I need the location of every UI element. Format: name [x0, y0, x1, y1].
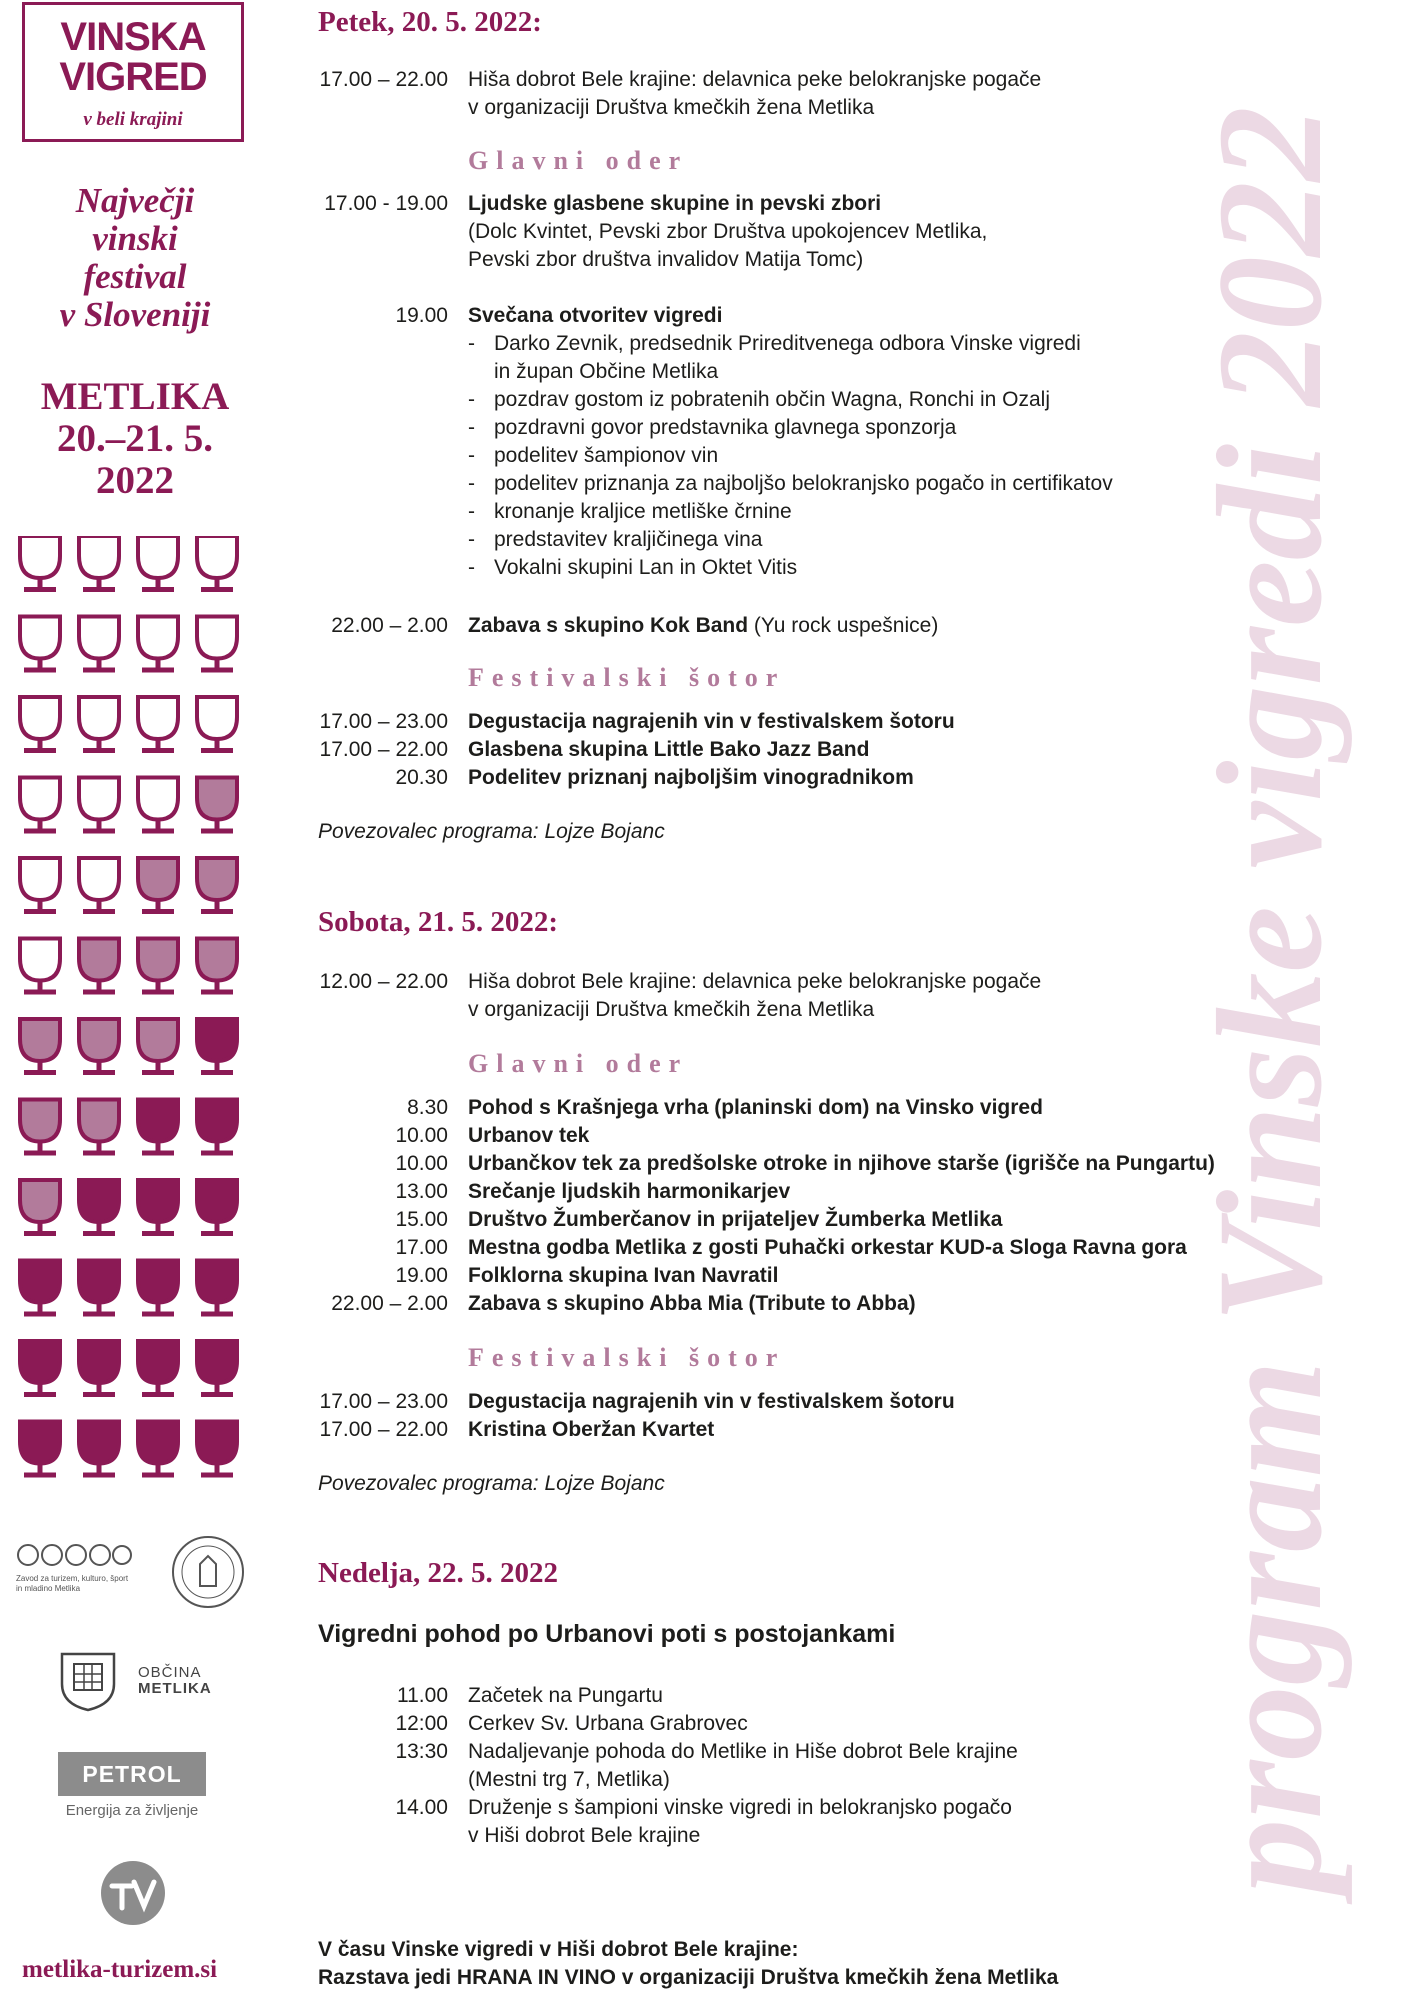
wine-glass-icon	[79, 1180, 119, 1236]
program-row	[318, 1794, 1278, 1850]
bullet-text: predstavitev kraljičinega vina	[494, 528, 763, 551]
row-line: Cerkev Sv. Urbana Grabrovec	[468, 1712, 748, 1735]
row-title: Srečanje ljudskih harmonikarjev	[468, 1180, 791, 1203]
program-row	[318, 708, 1278, 736]
row-description	[468, 612, 1268, 640]
tagline-line: vinski	[92, 219, 178, 258]
wine-glass-grid	[16, 536, 248, 1496]
wine-glass-icon	[197, 1422, 237, 1478]
program-row	[318, 1416, 1278, 1444]
row-time: 17.00 – 23.00	[319, 1390, 448, 1413]
wine-glass-icon	[197, 617, 237, 673]
bullet-text: Darko Zevnik, predsednik Prireditvenega odbora Vinske vigredi	[494, 332, 1081, 355]
row-time: 13.00	[395, 1180, 448, 1203]
program-row	[318, 1738, 1278, 1794]
row-time: 19.00	[395, 304, 448, 327]
wine-glass-icon	[20, 1422, 60, 1478]
wine-glass-icon	[79, 939, 119, 995]
row-time: 11.00	[397, 1684, 448, 1707]
row-title: Glasbena skupina Little Bako Jazz Band	[468, 738, 870, 761]
row-time: 8.30	[407, 1096, 448, 1119]
row-line: Začetek na Pungartu	[468, 1684, 663, 1707]
program-row	[318, 1206, 1278, 1234]
program-row	[318, 1122, 1278, 1150]
row-description	[468, 1794, 1268, 1850]
row-time: 17.00 – 23.00	[319, 710, 448, 733]
petrol-logo	[58, 1752, 206, 1796]
wine-glass-icon	[197, 1180, 237, 1236]
sunday-hike-heading: Vigredni pohod po Urbanovi poti s postojankami	[318, 1620, 896, 1648]
program-row	[318, 66, 1278, 122]
row-title: Pohod s Krašnjega vrha (planinski dom) na Vinsko vigred	[468, 1096, 1043, 1119]
wine-glass-icon	[138, 617, 178, 673]
row-time: 12.00 – 22.00	[319, 970, 448, 993]
wine-glass-icon	[79, 1100, 119, 1156]
row-time: 20.30	[395, 766, 448, 789]
wine-glass-icon	[79, 1019, 119, 1075]
row-time: 14.00	[395, 1796, 448, 1819]
row-title: Urbančkov tek za predšolske otroke in njihove starše (igrišče na Pungartu)	[468, 1152, 1215, 1175]
wine-glass-icon	[197, 858, 237, 914]
row-description	[468, 968, 1268, 1024]
program-row	[318, 1178, 1278, 1206]
row-line: Pevski zbor društva invalidov Matija Tomc)	[468, 248, 864, 271]
logo-line-3: v beli krajini	[83, 109, 183, 130]
row-description	[468, 190, 1268, 274]
program-row	[318, 736, 1278, 764]
row-line: Hiša dobrot Bele krajine: delavnica peke belokranjske pogače	[468, 970, 1042, 993]
row-description	[468, 66, 1268, 122]
row-description	[468, 302, 1268, 330]
row-title: Društvo Žumberčanov in prijateljev Žumberka Metlika	[468, 1208, 1003, 1231]
row-time: 19.00	[395, 1264, 448, 1287]
wine-glass-icon	[20, 1180, 60, 1236]
wine-glass-icon	[20, 1100, 60, 1156]
row-line: v Hiši dobrot Bele krajine	[468, 1824, 701, 1847]
side-title: program Vinske vigredi 2022	[1187, 106, 1353, 1894]
zavod-logo	[16, 1540, 134, 1610]
program-row	[318, 1094, 1278, 1122]
row-title: Zabava s skupino Abba Mia (Tribute to Abba)	[468, 1292, 916, 1315]
bullet-text: Vokalni skupini Lan in Oktet Vitis	[494, 556, 798, 579]
tagline-line: Največji	[75, 181, 195, 220]
wine-glass-icon	[20, 1341, 60, 1397]
wine-glass-icon	[20, 697, 60, 753]
row-title: Degustacija nagrajenih vin v festivalskem šotoru	[468, 1390, 955, 1413]
zavod-text: Zavod za turizem, kulturo, šport in mladino Metlika	[16, 1574, 129, 1593]
wine-glass-icon	[138, 939, 178, 995]
program-row	[318, 968, 1278, 1024]
section-title-main-stage: Glavni oder	[468, 1049, 689, 1078]
bullet-text: podelitev šampionov vin	[494, 444, 719, 467]
wine-glass-icon	[79, 536, 119, 592]
day-title-sunday: Nedelja, 22. 5. 2022	[318, 1557, 559, 1589]
program-row	[318, 1234, 1278, 1262]
wine-glass-icon	[79, 1422, 119, 1478]
tv-logo-icon	[100, 1860, 166, 1931]
obcina-metlika-logo	[58, 1650, 228, 1710]
wine-glass-icon	[197, 939, 237, 995]
row-title: Kristina Oberžan Kvartet	[468, 1418, 715, 1441]
wine-glass-icon	[79, 778, 119, 834]
row-title: Urbanov tek	[468, 1124, 590, 1147]
row-line: (Dolc Kvintet, Pevski zbor Društva upokojencev Metlika,	[468, 220, 988, 243]
obcina-line-2: METLIKA	[138, 1680, 212, 1697]
bullet-text: podelitev priznanja za najboljšo belokranjsko pogačo in certifikatov	[494, 472, 1113, 495]
program-row	[318, 302, 1278, 330]
program-row	[318, 1150, 1278, 1178]
wine-glass-icon	[20, 1261, 60, 1317]
wine-glass-icon	[138, 697, 178, 753]
zavod-symbols-icon	[16, 1540, 134, 1570]
wine-glass-icon	[197, 1019, 237, 1075]
wine-glass-icon	[20, 939, 60, 995]
place-line: 20.–21. 5.	[57, 417, 213, 460]
vinska-vigred-logo	[22, 2, 244, 142]
petrol-slogan: Energija za življenje	[65, 1802, 199, 1819]
row-title: Podelitev priznanj najboljšim vinogradnikom	[468, 766, 914, 789]
wine-glass-icon	[138, 1019, 178, 1075]
row-time: 10.00	[395, 1152, 448, 1175]
row-title: Zabava s skupino Kok Band	[468, 614, 749, 637]
bullet-text: in župan Občine Metlika	[494, 360, 719, 383]
wine-glass-icon	[138, 1180, 178, 1236]
bullet-text: pozdrav gostom iz pobratenih občin Wagna, Ronchi in Ozalj	[494, 388, 1051, 411]
program-row	[318, 612, 1278, 640]
wine-glass-icon	[79, 1261, 119, 1317]
wine-glass-icon	[138, 1261, 178, 1317]
program-row	[318, 764, 1278, 792]
logo-line-1: VINSKA	[60, 15, 206, 59]
tagline-line: festival	[83, 257, 187, 296]
row-time: 17.00 – 22.00	[319, 68, 448, 91]
wine-glass-icon	[138, 858, 178, 914]
program-row	[318, 1388, 1278, 1416]
wine-glass-icon	[197, 536, 237, 592]
section-title-main-stage: Glavni oder	[468, 146, 689, 175]
row-time: 10.00	[395, 1124, 448, 1147]
wine-glass-icon	[20, 1019, 60, 1075]
wine-glass-icon	[79, 697, 119, 753]
wine-glass-icon	[20, 858, 60, 914]
row-description	[468, 1738, 1268, 1794]
wine-glass-icon	[197, 1341, 237, 1397]
day-title-friday: Petek, 20. 5. 2022:	[318, 6, 542, 38]
program-row	[318, 1710, 1278, 1738]
wine-glass-icon	[79, 1341, 119, 1397]
program-row	[318, 1682, 1278, 1710]
wine-glass-icon	[138, 1422, 178, 1478]
closing-note-line: V času Vinske vigredi v Hiši dobrot Bele krajine:	[318, 1938, 799, 1961]
tagline-line: v Sloveniji	[59, 295, 211, 334]
row-title: Degustacija nagrajenih vin v festivalskem šotoru	[468, 710, 955, 733]
wine-glass-icon	[20, 536, 60, 592]
sidebar	[0, 0, 275, 2000]
place-line: 2022	[96, 459, 174, 502]
row-line: v organizaciji Društva kmečkih žena Metlika	[468, 998, 875, 1021]
vinogradniki-seal-icon	[170, 1534, 246, 1615]
row-line: v organizaciji Društva kmečkih žena Metlika	[468, 96, 875, 119]
section-title-festival-tent: Festivalski šotor	[468, 663, 786, 692]
program-row	[318, 190, 1278, 274]
obcina-crest-icon	[58, 1650, 118, 1712]
row-line: Nadaljevanje pohoda do Metlike in Hiše dobrot Bele krajine	[468, 1740, 1018, 1763]
row-time: 15.00	[395, 1208, 448, 1231]
row-time: 17.00 - 19.00	[324, 192, 448, 215]
footer-url[interactable]: metlika-turizem.si	[22, 1956, 218, 1983]
wine-glass-icon	[138, 1100, 178, 1156]
row-title: Ljudske glasbene skupine in pevski zbori	[468, 192, 882, 215]
place-line: METLIKA	[40, 375, 230, 418]
row-time: 22.00 – 2.00	[331, 1292, 448, 1315]
section-title-festival-tent: Festivalski šotor	[468, 1343, 786, 1372]
row-line: (Mestni trg 7, Metlika)	[468, 1768, 670, 1791]
program-host: Povezovalec programa: Lojze Bojanc	[318, 820, 665, 843]
row-title: Mestna godba Metlika z gosti Puhački orkestar KUD-a Sloga Ravna gora	[468, 1236, 1187, 1259]
row-extra: (Yu rock uspešnice)	[748, 614, 939, 637]
place-and-date	[10, 376, 260, 502]
wine-glass-icon	[197, 1261, 237, 1317]
logo-line-2: VIGRED	[59, 55, 207, 99]
row-time: 17.00 – 22.00	[319, 738, 448, 761]
row-line: Druženje s šampioni vinske vigredi in belokranjsko pogačo	[468, 1796, 1012, 1819]
closing-note-line: Razstava jedi HRANA IN VINO v organizaciji Društva kmečkih žena Metlika	[318, 1966, 1059, 1989]
wine-glass-icon	[20, 617, 60, 673]
wine-glass-icon	[138, 778, 178, 834]
row-title: Svečana otvoritev vigredi	[468, 304, 723, 327]
wine-glass-icon	[20, 778, 60, 834]
program-host: Povezovalec programa: Lojze Bojanc	[318, 1472, 665, 1495]
row-time: 22.00 – 2.00	[331, 614, 448, 637]
row-time: 17.00 – 22.00	[319, 1418, 448, 1441]
program-row	[318, 1262, 1278, 1290]
wine-glass-icon	[197, 697, 237, 753]
program-row	[318, 1290, 1278, 1318]
row-title: Folklorna skupina Ivan Navratil	[468, 1264, 779, 1287]
row-time: 13:30	[395, 1740, 448, 1763]
day-title-saturday: Sobota, 21. 5. 2022:	[318, 906, 559, 938]
wine-glass-icon	[138, 536, 178, 592]
closing-note	[318, 1936, 1058, 1992]
wine-glass-icon	[197, 1100, 237, 1156]
tagline	[20, 182, 250, 334]
bullet-text: pozdravni govor predstavnika glavnega sponzorja	[494, 416, 957, 439]
obcina-line-1: OBČINA	[138, 1664, 202, 1681]
wine-glass-icon	[79, 858, 119, 914]
row-line: Hiša dobrot Bele krajine: delavnica peke belokranjske pogače	[468, 68, 1042, 91]
petrol-wordmark: PETROL	[82, 1761, 182, 1787]
row-time: 12:00	[395, 1712, 448, 1735]
wine-glass-icon	[138, 1341, 178, 1397]
row-time: 17.00	[395, 1236, 448, 1259]
wine-glass-icon	[79, 617, 119, 673]
wine-glass-icon	[197, 778, 237, 834]
bullet-text: kronanje kraljice metliške črnine	[494, 500, 792, 523]
